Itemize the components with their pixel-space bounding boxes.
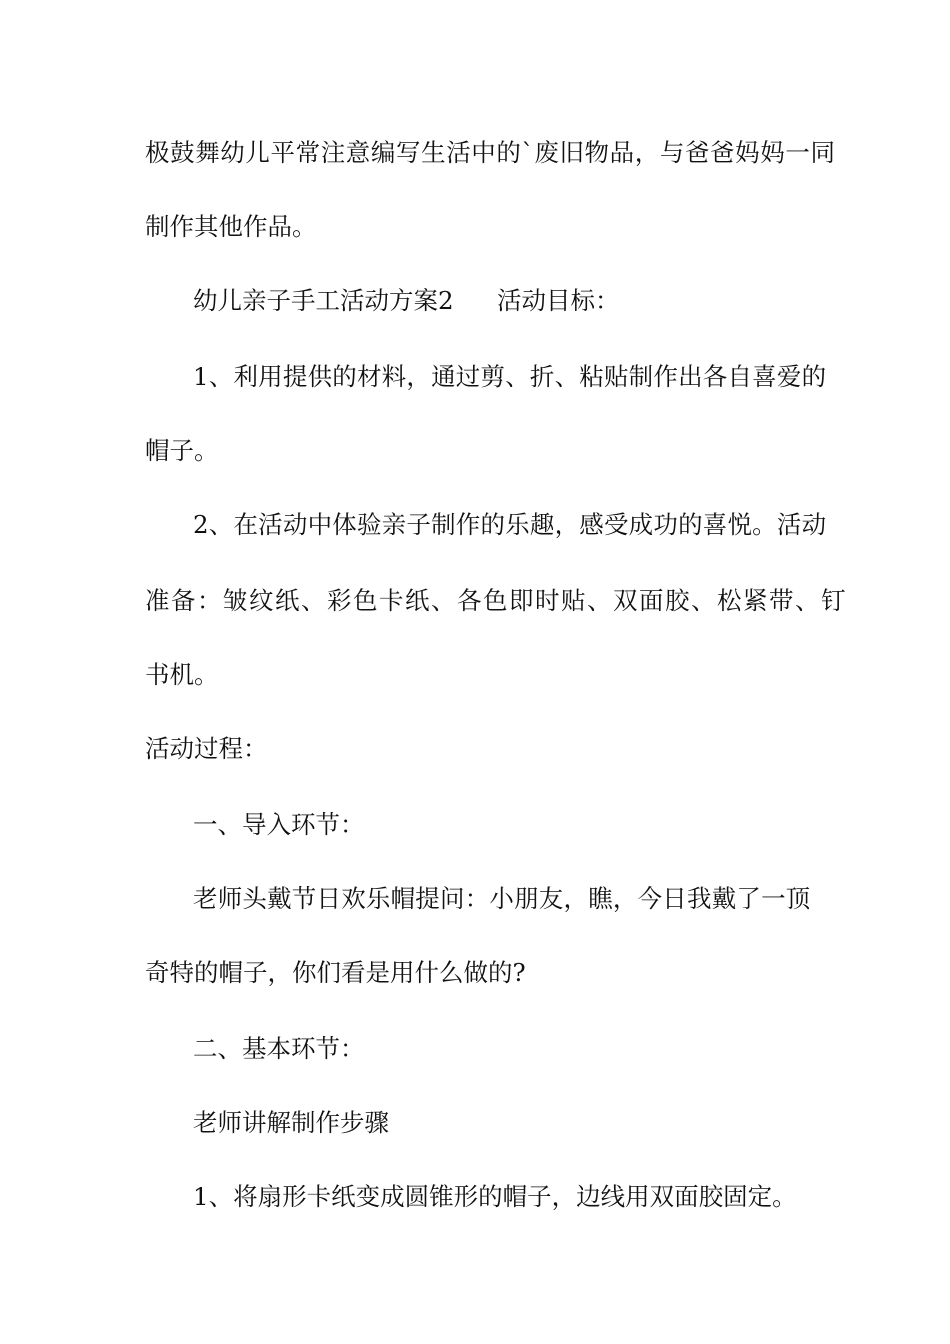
list-item: 1、将扇形卡纸变成圆锥形的帽子，边线用双面胶固定。 — [193, 1182, 797, 1211]
list-item: 2、在活动中体验亲子制作的乐趣，感受成功的喜悦。活动 — [193, 510, 827, 539]
list-item: 1、利用提供的材料，通过剪、折、粘贴制作出各自喜爱的 — [193, 362, 827, 391]
paragraph-line: 奇特的帽子，你们看是用什么做的? — [145, 958, 526, 987]
paragraph-line: 书机。 — [145, 660, 219, 689]
paragraph-line: 极鼓舞幼儿平常注意编写生活中的`废旧物品，与爸爸妈妈一同 — [145, 138, 836, 167]
subsection-heading: 二、基本环节： — [193, 1034, 365, 1063]
paragraph-line: 制作其他作品。 — [145, 212, 317, 241]
paragraph-line: 帽子。 — [145, 436, 219, 465]
section-heading-goals: 活动目标： — [497, 286, 620, 315]
subsection-heading: 一、导入环节： — [193, 810, 365, 839]
section-title: 幼儿亲子手工活动方案2 — [193, 286, 454, 315]
paragraph-line: 准备：皱纹纸、彩色卡纸、各色即时贴、双面胶、松紧带、钉 — [145, 586, 847, 615]
paragraph-line: 老师讲解制作步骤 — [193, 1108, 389, 1137]
paragraph-line: 老师头戴节日欢乐帽提问：小朋友，瞧，今日我戴了一顶 — [193, 884, 811, 913]
section-heading-process: 活动过程： — [145, 734, 268, 763]
